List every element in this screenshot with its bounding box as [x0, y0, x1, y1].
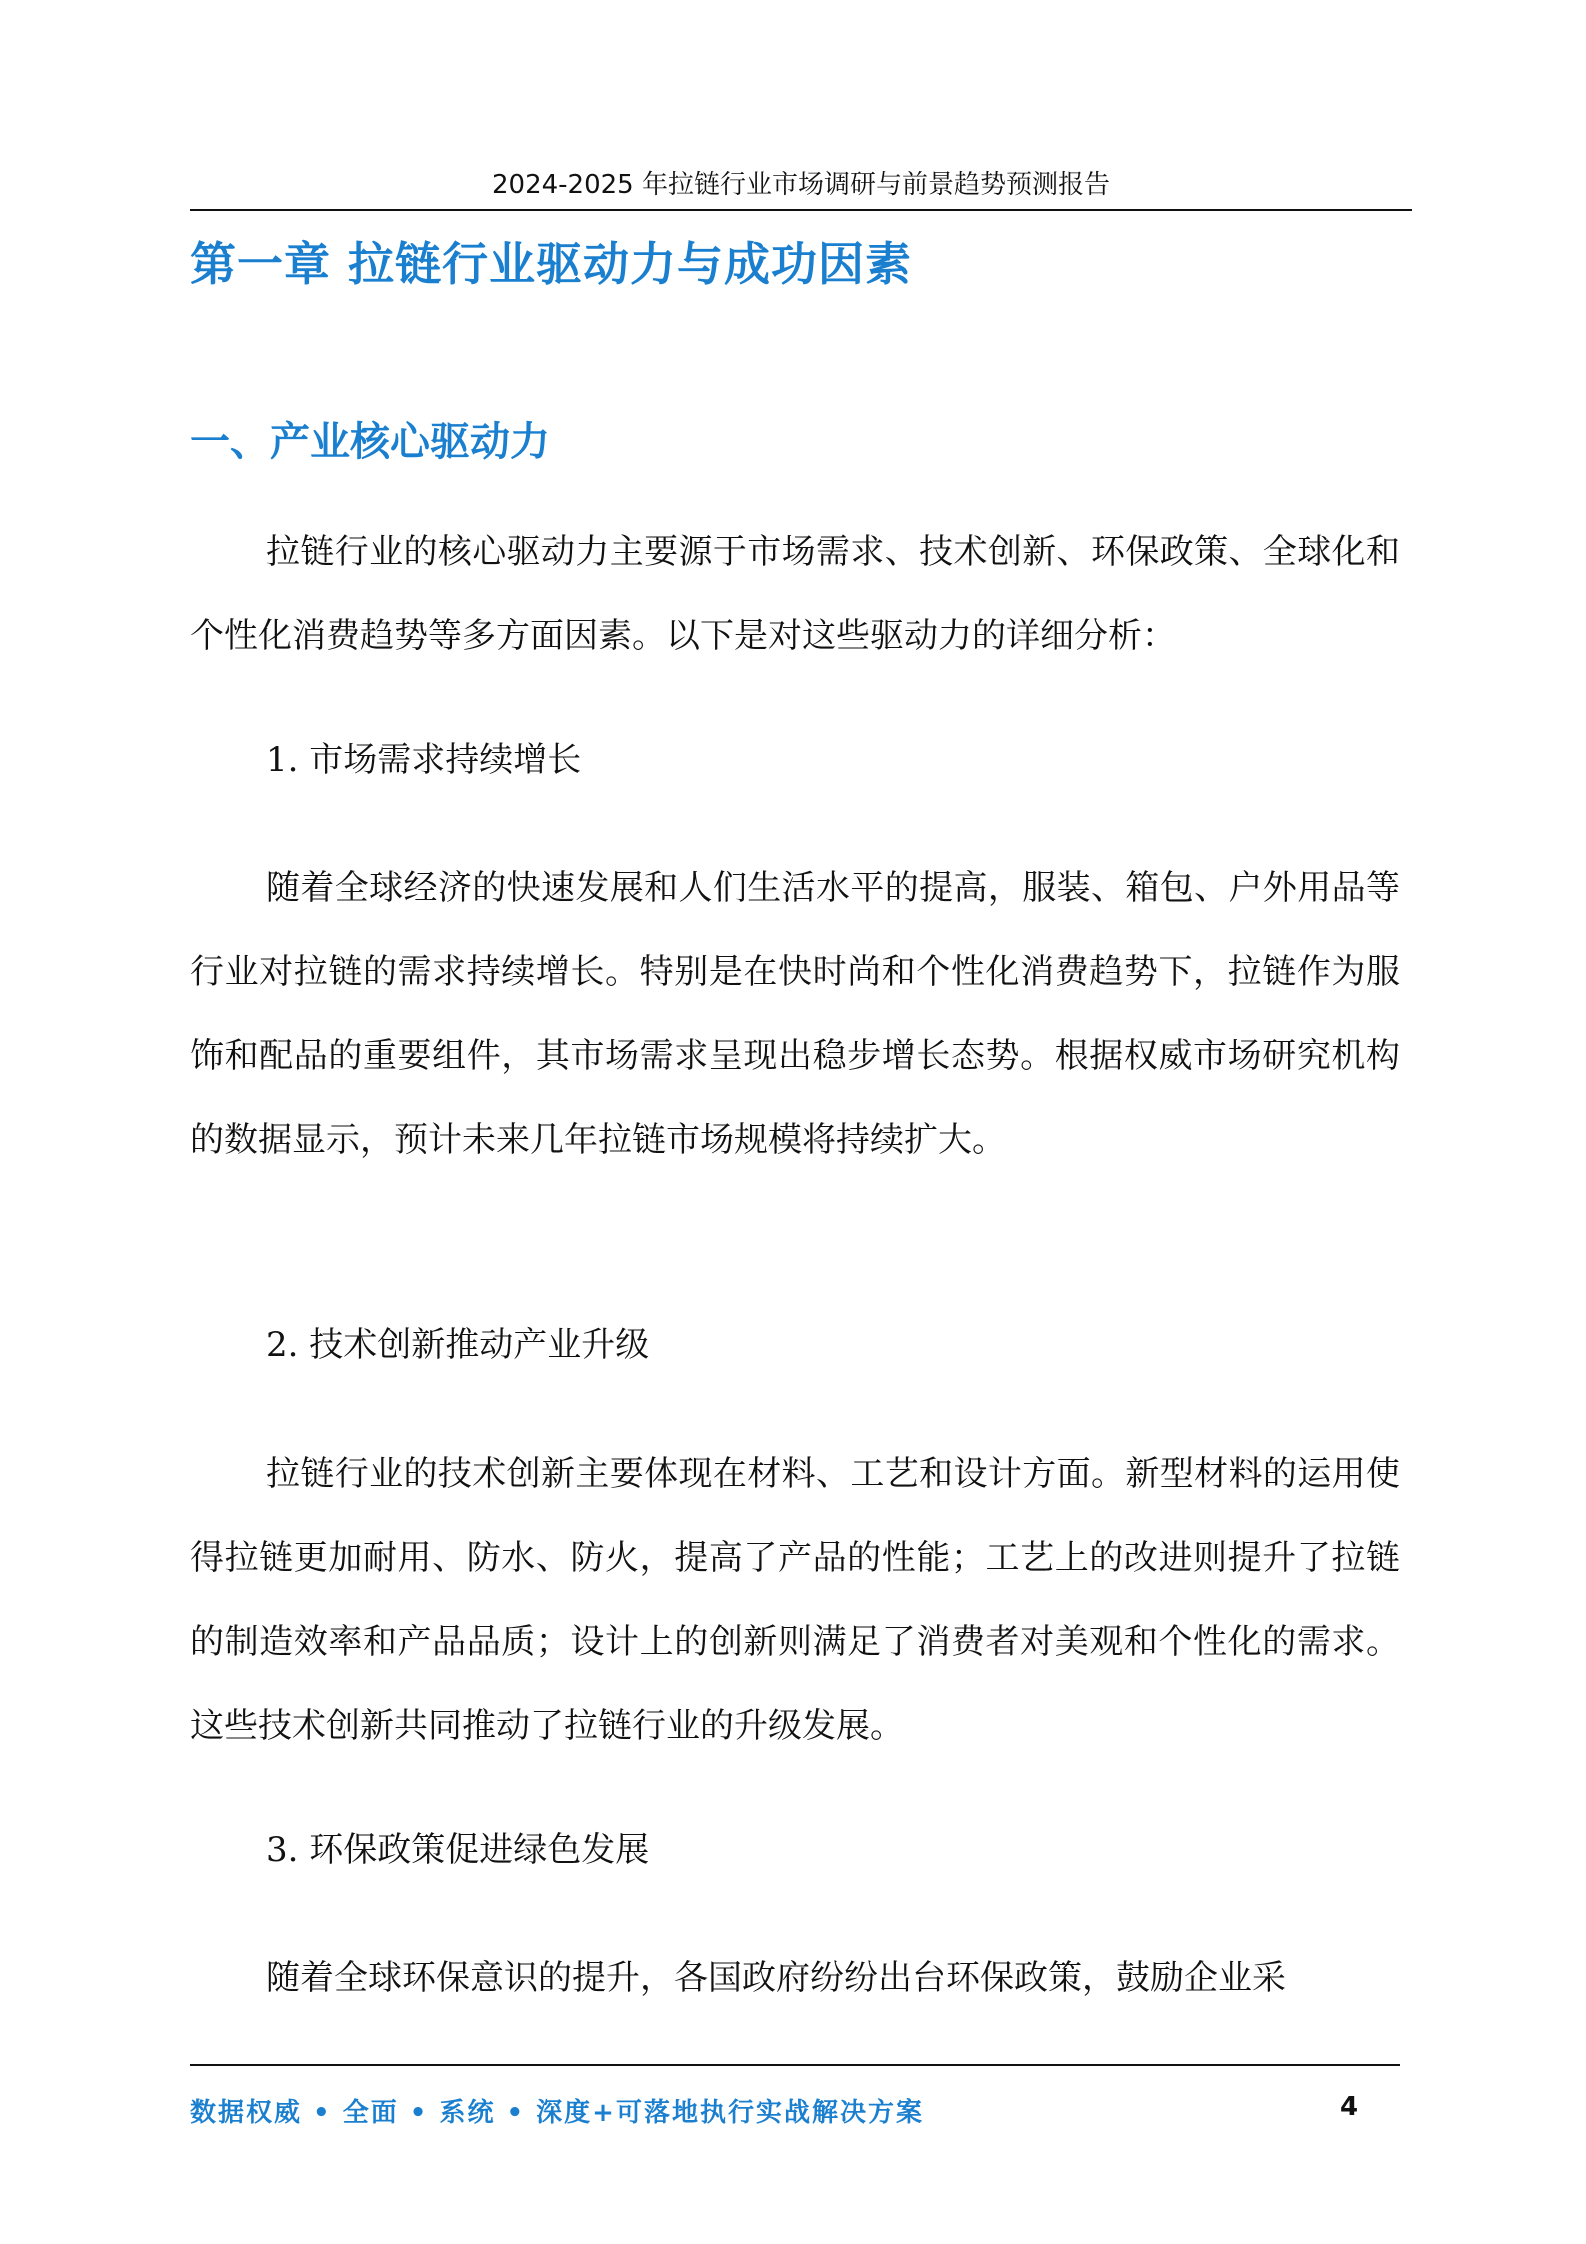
item-heading-2: 2. 技术创新推动产业升级	[266, 1325, 650, 1365]
footer-divider	[190, 2064, 1400, 2066]
item-heading-3: 3. 环保政策促进绿色发展	[266, 1830, 650, 1870]
item-heading-1: 1. 市场需求持续增长	[266, 740, 582, 780]
item-body-2: 拉链行业的技术创新主要体现在材料、工艺和设计方面。新型材料的运用使得拉链更加耐用、防水、防火，提高了产品的性能；工艺上的改进则提升了拉链的制造效率和产品品质；设计上的创新则满足了消费者对美观和个性化的需求。这些技术创新共同推动了拉链行业的升级发展。	[190, 1454, 1400, 1746]
running-header: 2024-2025 年拉链行业市场调研与前景趋势预测报告	[190, 165, 1412, 211]
item-body-3: 随着全球环保意识的提升，各国政府纷纷出台环保政策，鼓励企业采	[266, 1958, 1286, 1998]
section-title: 一、产业核心驱动力	[190, 419, 550, 465]
page-number: 4	[1340, 2092, 1359, 2122]
item-body-1: 随着全球经济的快速发展和人们生活水平的提高，服装、箱包、户外用品等行业对拉链的需求持续增长。特别是在快时尚和个性化消费趋势下，拉链作为服饰和配品的重要组件，其市场需求呈现出稳步增长态势。根据权威市场研究机构的数据显示，预计未来几年拉链市场规模将持续扩大。	[190, 868, 1400, 1160]
footer-slogan: 数据权威 • 全面 • 系统 • 深度+可落地执行实战解决方案	[190, 2098, 924, 2128]
chapter-title: 第一章 拉链行业驱动力与成功因素	[190, 237, 913, 291]
intro-paragraph: 拉链行业的核心驱动力主要源于市场需求、技术创新、环保政策、全球化和个性化消费趋势等多方面因素。以下是对这些驱动力的详细分析：	[190, 532, 1400, 656]
